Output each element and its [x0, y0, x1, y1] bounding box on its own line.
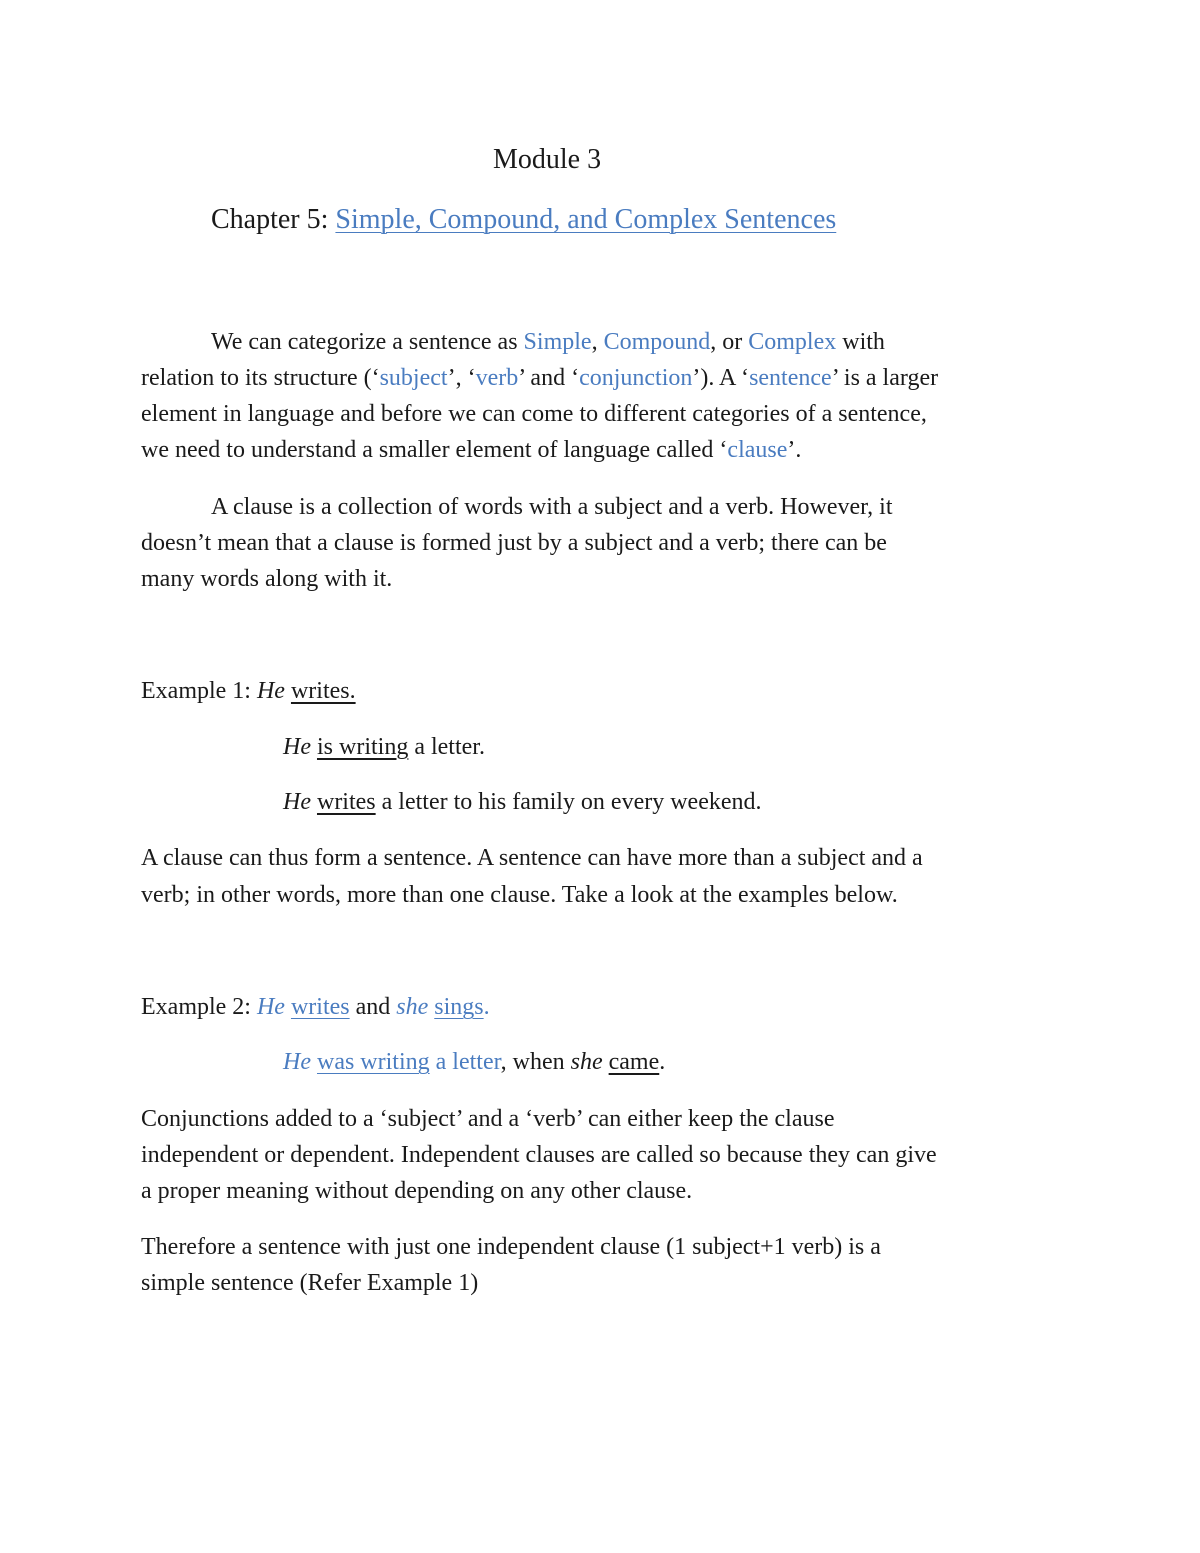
text: A clause is a collection of words with a subject and a verb. However, it	[211, 494, 893, 520]
text: , or	[710, 329, 749, 355]
para4-line3	[141, 1173, 692, 1209]
text: a proper meaning without depending on any other clause.	[141, 1178, 693, 1204]
term-complex: Complex	[748, 329, 837, 355]
term-simple: Simple	[523, 329, 592, 355]
subject: she	[570, 1049, 603, 1075]
text: , when	[500, 1049, 571, 1075]
term-clause: clause	[727, 437, 788, 463]
text: and	[349, 994, 397, 1020]
para4-line1	[141, 1101, 835, 1137]
subject: He	[256, 994, 285, 1020]
subject: He	[283, 734, 311, 760]
text: a letter.	[408, 734, 485, 760]
text: ’). A ‘	[692, 365, 750, 391]
subject: He	[283, 789, 311, 815]
module-title	[493, 142, 601, 178]
text: A clause can thus form a sentence. A sentence can have more than a subject and a	[141, 845, 923, 871]
para4-line2	[141, 1137, 937, 1173]
text: with	[836, 329, 885, 355]
term-conjunction: conjunction	[579, 365, 693, 391]
para5-line1	[141, 1229, 881, 1265]
para1-line3	[141, 396, 927, 432]
para1-line4	[141, 432, 801, 468]
example2-row1	[141, 989, 490, 1025]
text: a letter to his family on every weekend.	[375, 789, 762, 815]
text: element in language and before we can come to different categories of a sentence,	[141, 401, 927, 427]
module-title-text: Module 3	[493, 144, 602, 175]
chapter-title	[211, 202, 836, 238]
verb: came	[608, 1049, 660, 1075]
text: Therefore a sentence with just one independent clause (1 subject+1 verb) is a	[141, 1234, 881, 1260]
verb: writes.	[290, 678, 356, 704]
para1-line1	[211, 324, 885, 360]
text: many words along with it.	[141, 566, 393, 592]
example2-label: Example 2:	[141, 994, 257, 1020]
text: independent or dependent. Independent clauses are called so because they can give	[141, 1142, 937, 1168]
verb: writes	[290, 994, 350, 1020]
text: verb; in other words, more than one clause. Take a look at the examples below.	[141, 882, 898, 908]
text: we need to understand a smaller element of language called ‘	[141, 437, 728, 463]
chapter-link[interactable]: Simple, Compound, and Complex Sentences	[335, 204, 837, 235]
subject: He	[283, 1049, 311, 1075]
text: relation to its structure (‘	[141, 365, 380, 391]
example1-row3	[283, 784, 762, 820]
text: ’ is a larger	[831, 365, 939, 391]
term-compound: Compound	[603, 329, 711, 355]
text: ,	[591, 329, 604, 355]
verb: was writing	[316, 1049, 430, 1075]
term-subject: subject	[379, 365, 448, 391]
text: ’.	[787, 437, 802, 463]
object: a letter	[429, 1049, 501, 1075]
para2-line3	[141, 561, 392, 597]
text: We can categorize a sentence as	[211, 329, 524, 355]
example1-label: Example 1:	[141, 678, 257, 704]
text: simple sentence (Refer Example 1)	[141, 1270, 479, 1296]
subject: she	[396, 994, 429, 1020]
text: doesn’t mean that a clause is formed just by a subject and a verb; there can be	[141, 530, 887, 556]
text: Conjunctions added to a ‘subject’ and a ‘verb’ can either keep the clause	[141, 1106, 835, 1132]
para3-line1	[141, 840, 923, 876]
text: ’, ‘	[447, 365, 476, 391]
verb: sings	[434, 994, 484, 1020]
para2-line2	[141, 525, 887, 561]
text: ’ and ‘	[518, 365, 580, 391]
text: .	[483, 994, 490, 1020]
para3-line2	[141, 877, 898, 913]
term-verb: verb	[475, 365, 519, 391]
subject: He	[256, 678, 285, 704]
verb: writes	[316, 789, 376, 815]
chapter-prefix: Chapter 5:	[211, 204, 336, 235]
example1-row1	[141, 673, 356, 709]
para5-line2	[141, 1265, 478, 1301]
text: .	[659, 1049, 666, 1075]
term-sentence: sentence	[749, 365, 832, 391]
example2-row2	[283, 1044, 665, 1080]
verb: is writing	[316, 734, 409, 760]
para2-line1	[211, 489, 893, 525]
para1-line2	[141, 360, 938, 396]
example1-row2	[283, 729, 485, 765]
